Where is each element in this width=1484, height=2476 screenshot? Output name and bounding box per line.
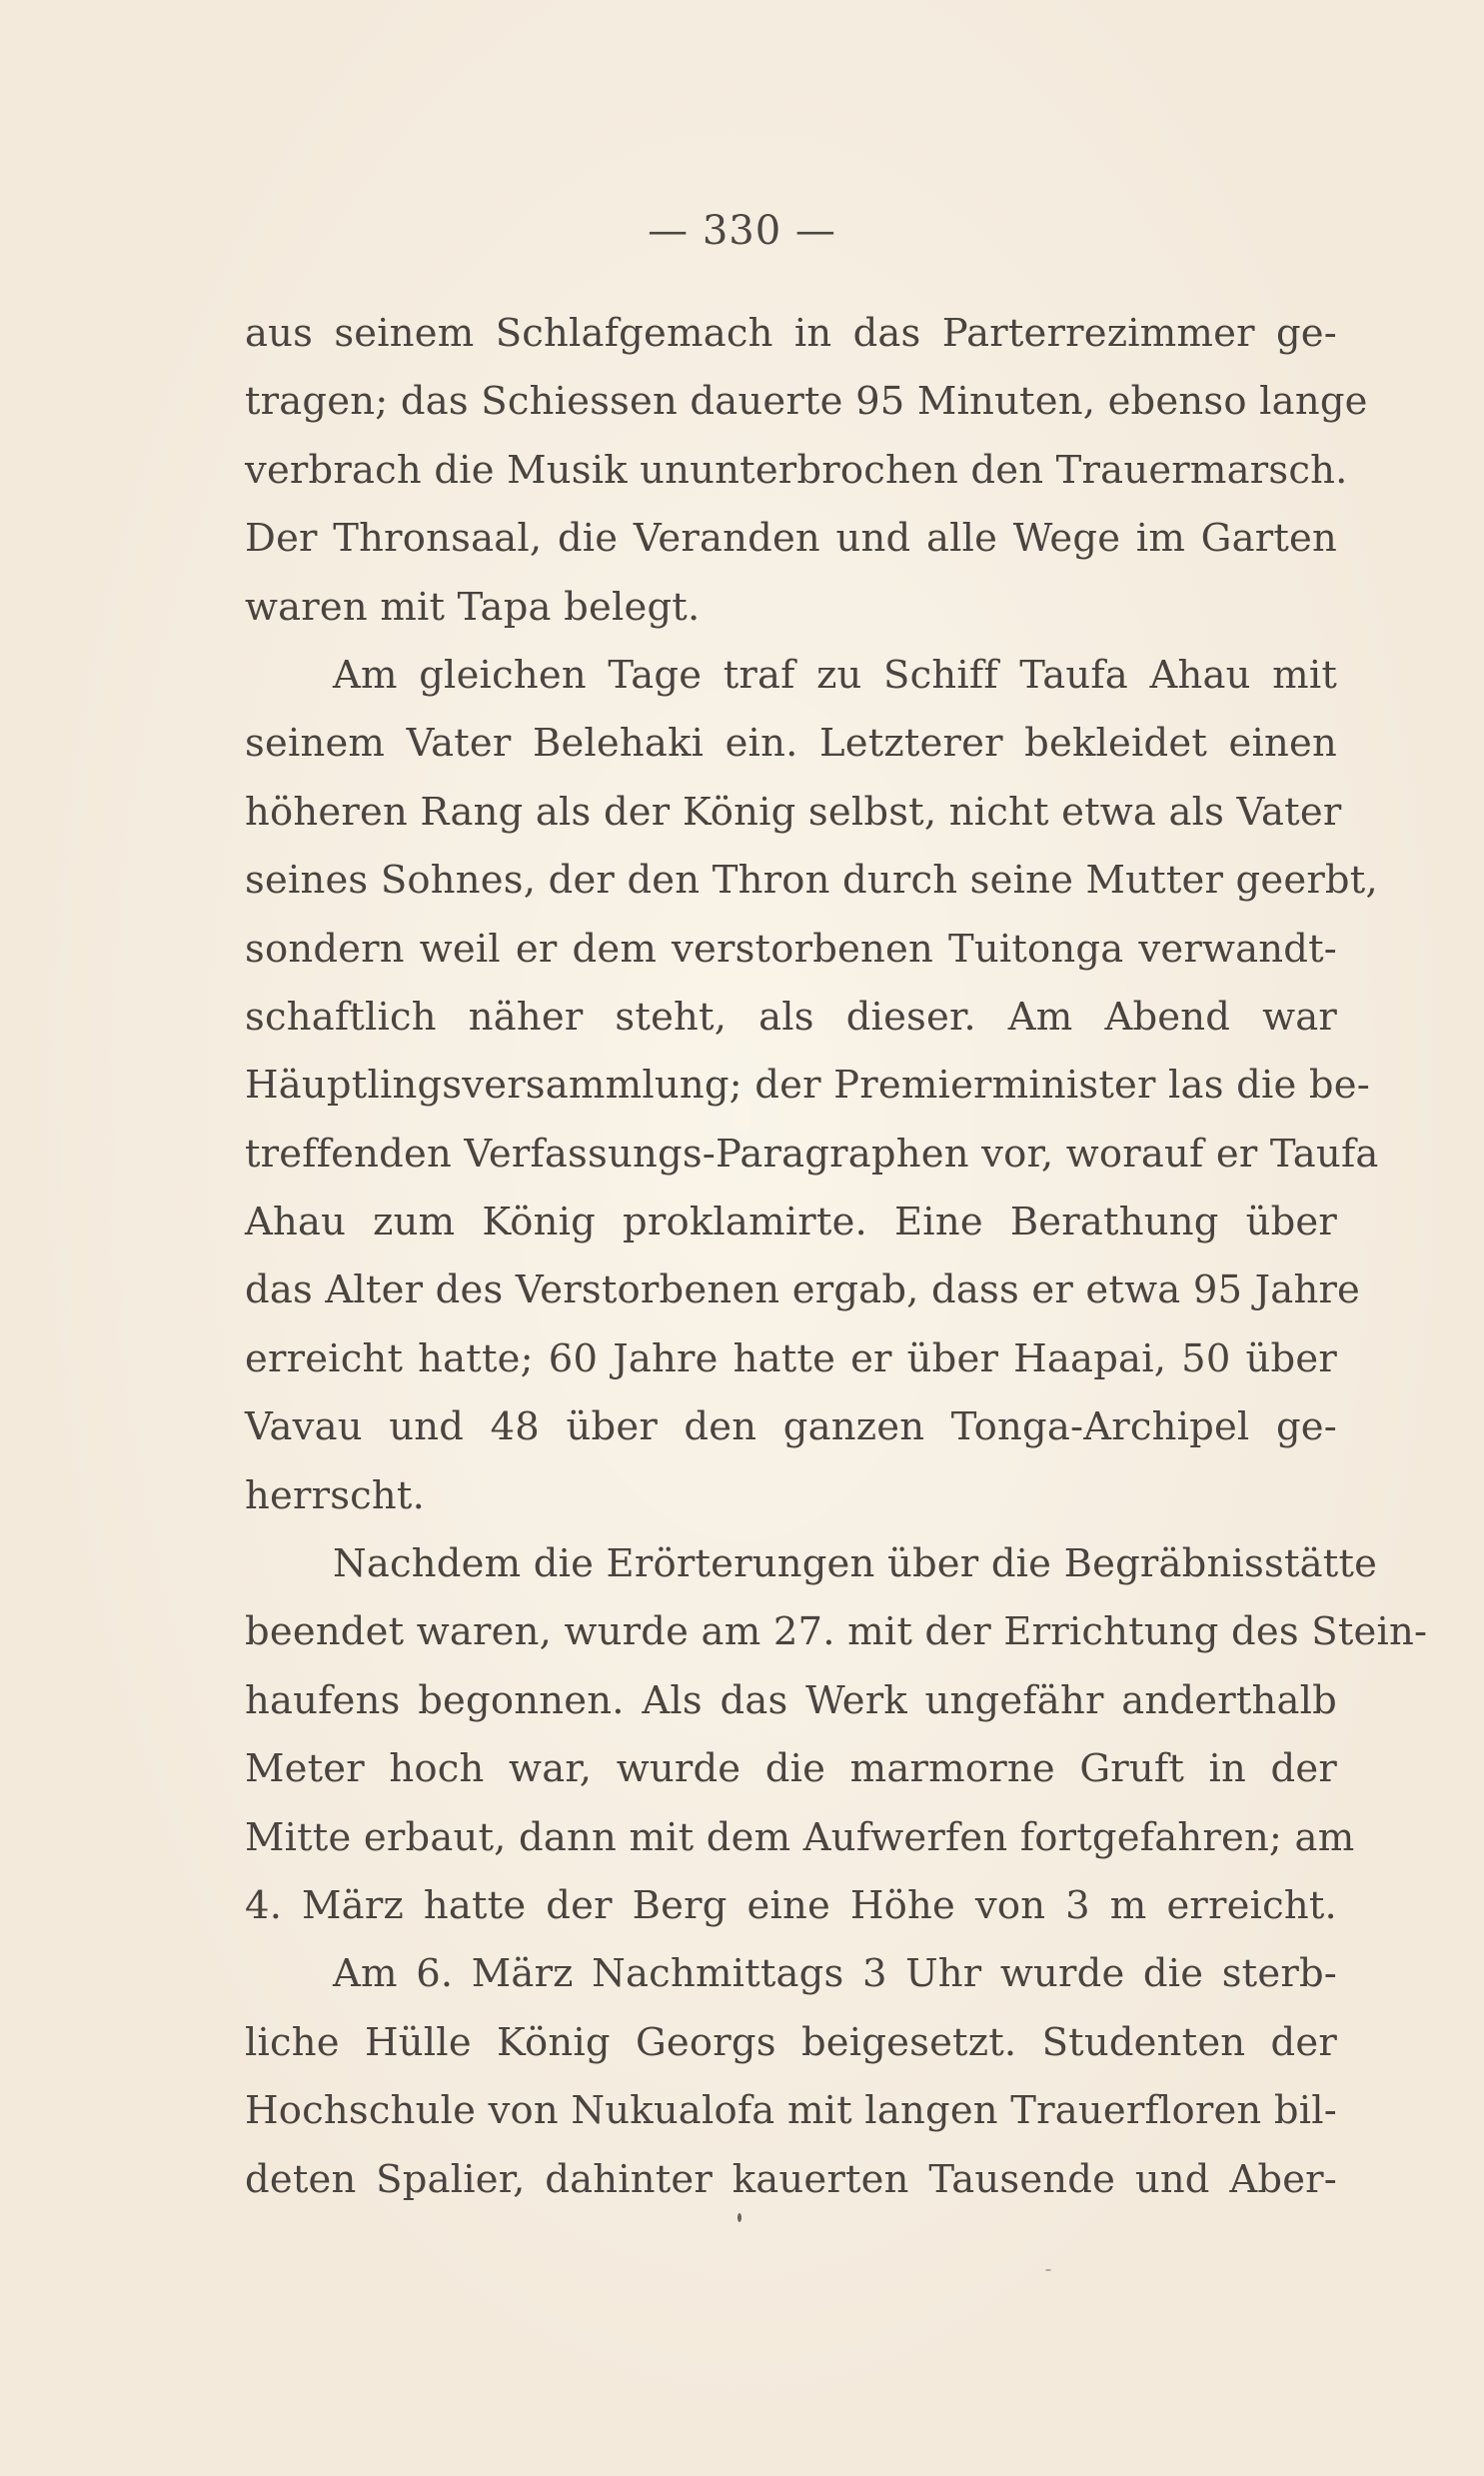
text-line: treffenden Verfassungs-Paragraphen vor, worauf er Taufa (245, 1131, 1379, 1177)
text-line: Am 6. März Nachmittags 3 Uhr wurde die sterb- (333, 1951, 1337, 1997)
paragraph (245, 642, 1379, 1530)
paragraph (245, 1940, 1337, 2214)
text-line: haufens begonnen. Als das Werk ungefähr anderthalb (245, 1677, 1337, 1723)
ink-speck (738, 2213, 742, 2222)
text-line: sondern weil er dem verstorbenen Tuitonga verwandt- (245, 926, 1337, 972)
text-line: höheren Rang als der König selbst, nicht etwa als Vater (245, 789, 1342, 835)
ink-speck (1045, 2269, 1051, 2271)
text-line: erreicht hatte; 60 Jahre hatte er über Haapai, 50 über (245, 1335, 1337, 1381)
paragraph (245, 300, 1368, 642)
text-line: seinem Vater Belehaki ein. Letzterer bekleidet einen (245, 721, 1337, 767)
text-line: Nachdem die Erörterungen über die Begräbnisstätte (333, 1541, 1378, 1587)
text-line: beendet waren, wurde am 27. mit der Errichtung des Stein- (245, 1609, 1428, 1655)
page-number: — 330 — (648, 208, 836, 254)
body-text (245, 300, 1428, 2214)
text-line: 4. März hatte der Berg eine Höhe von 3 m erreicht. (245, 1882, 1337, 1928)
text-line: schaftlich näher steht, als dieser. Am Abend war (245, 994, 1337, 1040)
text-line: liche Hülle König Georgs beigesetzt. Studenten der (245, 2019, 1337, 2065)
text-line: deten Spalier, dahinter kauerten Tausende und Aber- (245, 2156, 1337, 2202)
text-line: seines Sohnes, der den Thron durch seine Mutter geerbt, (245, 858, 1378, 904)
text-line: Meter hoch war, wurde die marmorne Gruft in der (245, 1746, 1337, 1792)
paragraph (245, 1530, 1428, 1940)
text-line: Häuptlingsversammlung; der Premierminister las die be- (245, 1063, 1370, 1109)
text-line: tragen; das Schiessen dauerte 95 Minuten, ebenso lange (245, 379, 1368, 425)
text-line: herrscht. (245, 1472, 426, 1518)
text-line: aus seinem Schlafgemach in das Parterrezimmer ge- (245, 311, 1337, 356)
text-line: verbrach die Musik ununterbrochen den Trauermarsch. (245, 447, 1348, 493)
text-line: Mitte erbaut, dann mit dem Aufwerfen fortgefahren; am (245, 1814, 1355, 1860)
text-line: Vavau und 48 über den ganzen Tonga-Archipel ge- (245, 1404, 1337, 1450)
text-line: Hochschule von Nukualofa mit langen Trauerfloren bil- (245, 2088, 1337, 2134)
text-line: Am gleichen Tage traf zu Schiff Taufa Ahau mit (333, 652, 1337, 698)
text-line: das Alter des Verstorbenen ergab, dass er etwa 95 Jahre (245, 1267, 1361, 1313)
text-line: Ahau zum König proklamirte. Eine Berathung über (245, 1200, 1337, 1245)
text-line: Der Thronsaal, die Veranden und alle Wege im Garten (245, 516, 1337, 562)
text-line: waren mit Tapa belegt. (245, 584, 701, 630)
